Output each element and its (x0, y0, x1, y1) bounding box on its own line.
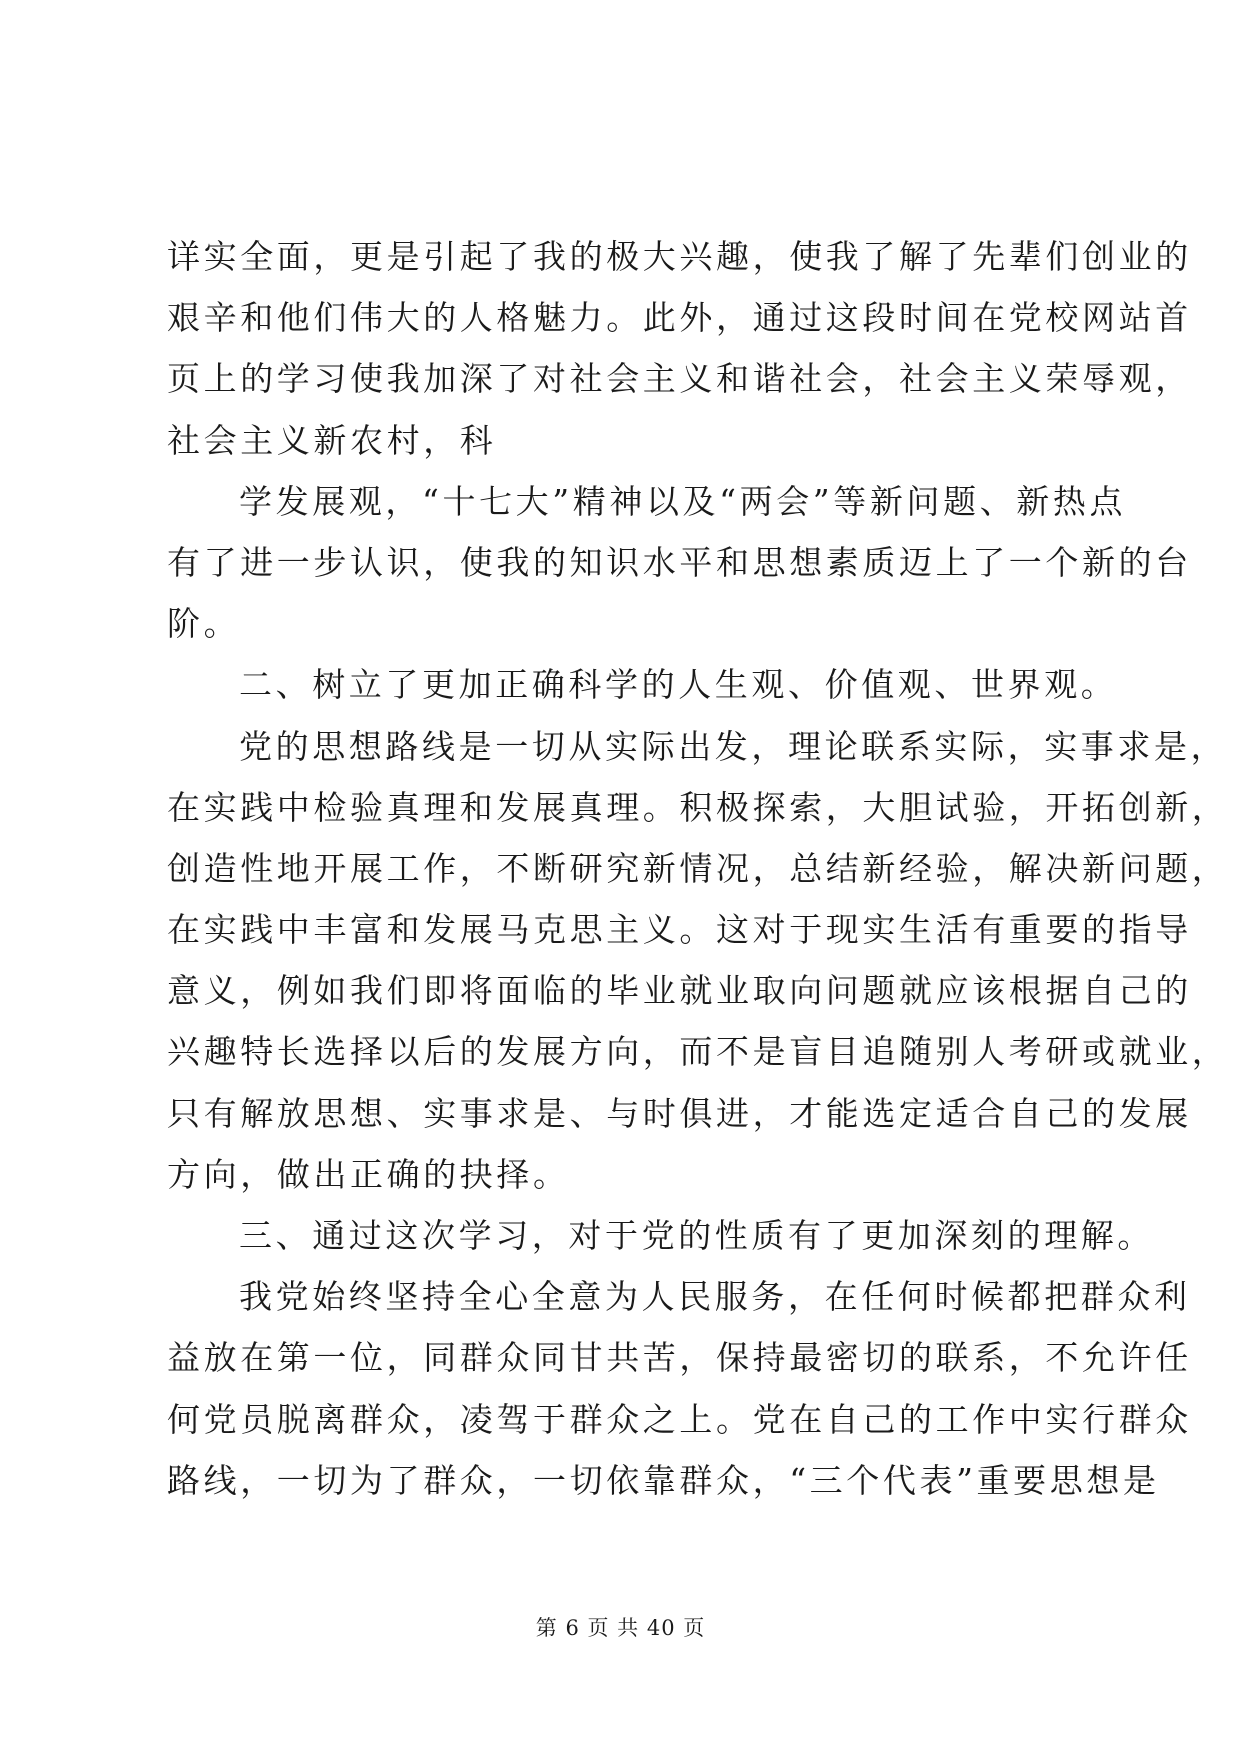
text-line: 二、树立了更加正确科学的人生观、价值观、世界观。 (239, 665, 1118, 705)
text-line: 在实践中检验真理和发展真理。积极探索，大胆试验，开拓创新， (167, 787, 1229, 827)
text-line: 页上的学习使我加深了对社会主义和谐社会，社会主义荣辱观， (167, 359, 1192, 399)
paragraph (167, 716, 1229, 1206)
text-line: 路线，一切为了群众，一切依靠群众，“三个代表”重要思想是 (167, 1460, 1160, 1500)
text-line: 社会主义新农村，科 (167, 420, 497, 460)
paragraph (167, 1205, 1154, 1266)
text-line: 有了进一步认识，使我的知识水平和思想素质迈上了一个新的台 (167, 542, 1192, 582)
text-line: 何党员脱离群众，凌驾于群众之上。党在自己的工作中实行群众 (167, 1399, 1192, 1439)
document-body (167, 226, 1229, 1511)
text-line: 创造性地开展工作，不断研究新情况，总结新经验，解决新问题， (167, 848, 1229, 888)
paragraph (167, 654, 1118, 715)
text-line: 详实全面，更是引起了我的极大兴趣，使我了解了先辈们创业的 (167, 237, 1192, 276)
text-line: 益放在第一位，同群众同甘共苦，保持最密切的联系，不允许任 (167, 1338, 1192, 1378)
text-line: 党的思想路线是一切从实际出发，理论联系实际，实事求是， (239, 726, 1228, 766)
text-line: 三、通过这次学习，对于党的性质有了更加深刻的理解。 (239, 1216, 1154, 1255)
text-line: 艰辛和他们伟大的人格魅力。此外，通过这段时间在党校网站首 (167, 298, 1192, 338)
text-line: 只有解放思想、实事求是、与时俱进，才能选定适合自己的发展 (167, 1093, 1192, 1133)
page-footer: 第 6 页 共 40 页 (535, 1616, 706, 1640)
text-line: 兴趣特长选择以后的发展方向，而不是盲目追随别人考研或就业， (167, 1032, 1229, 1072)
text-line: 阶。 (167, 604, 241, 644)
paragraph (167, 1266, 1192, 1511)
paragraph (167, 226, 1192, 471)
text-line: 在实践中丰富和发展马克思主义。这对于现实生活有重要的指导 (167, 910, 1192, 950)
paragraph (167, 471, 1192, 655)
text-line: 意义，例如我们即将面临的毕业就业取向问题就应该根据自己的 (167, 971, 1192, 1011)
text-line: 学发展观，“十七大”精神以及“两会”等新问题、新热点 (239, 481, 1127, 521)
text-line: 我党始终坚持全心全意为人民服务，在任何时候都把群众利 (239, 1277, 1191, 1317)
text-line: 方向，做出正确的抉择。 (167, 1154, 570, 1194)
